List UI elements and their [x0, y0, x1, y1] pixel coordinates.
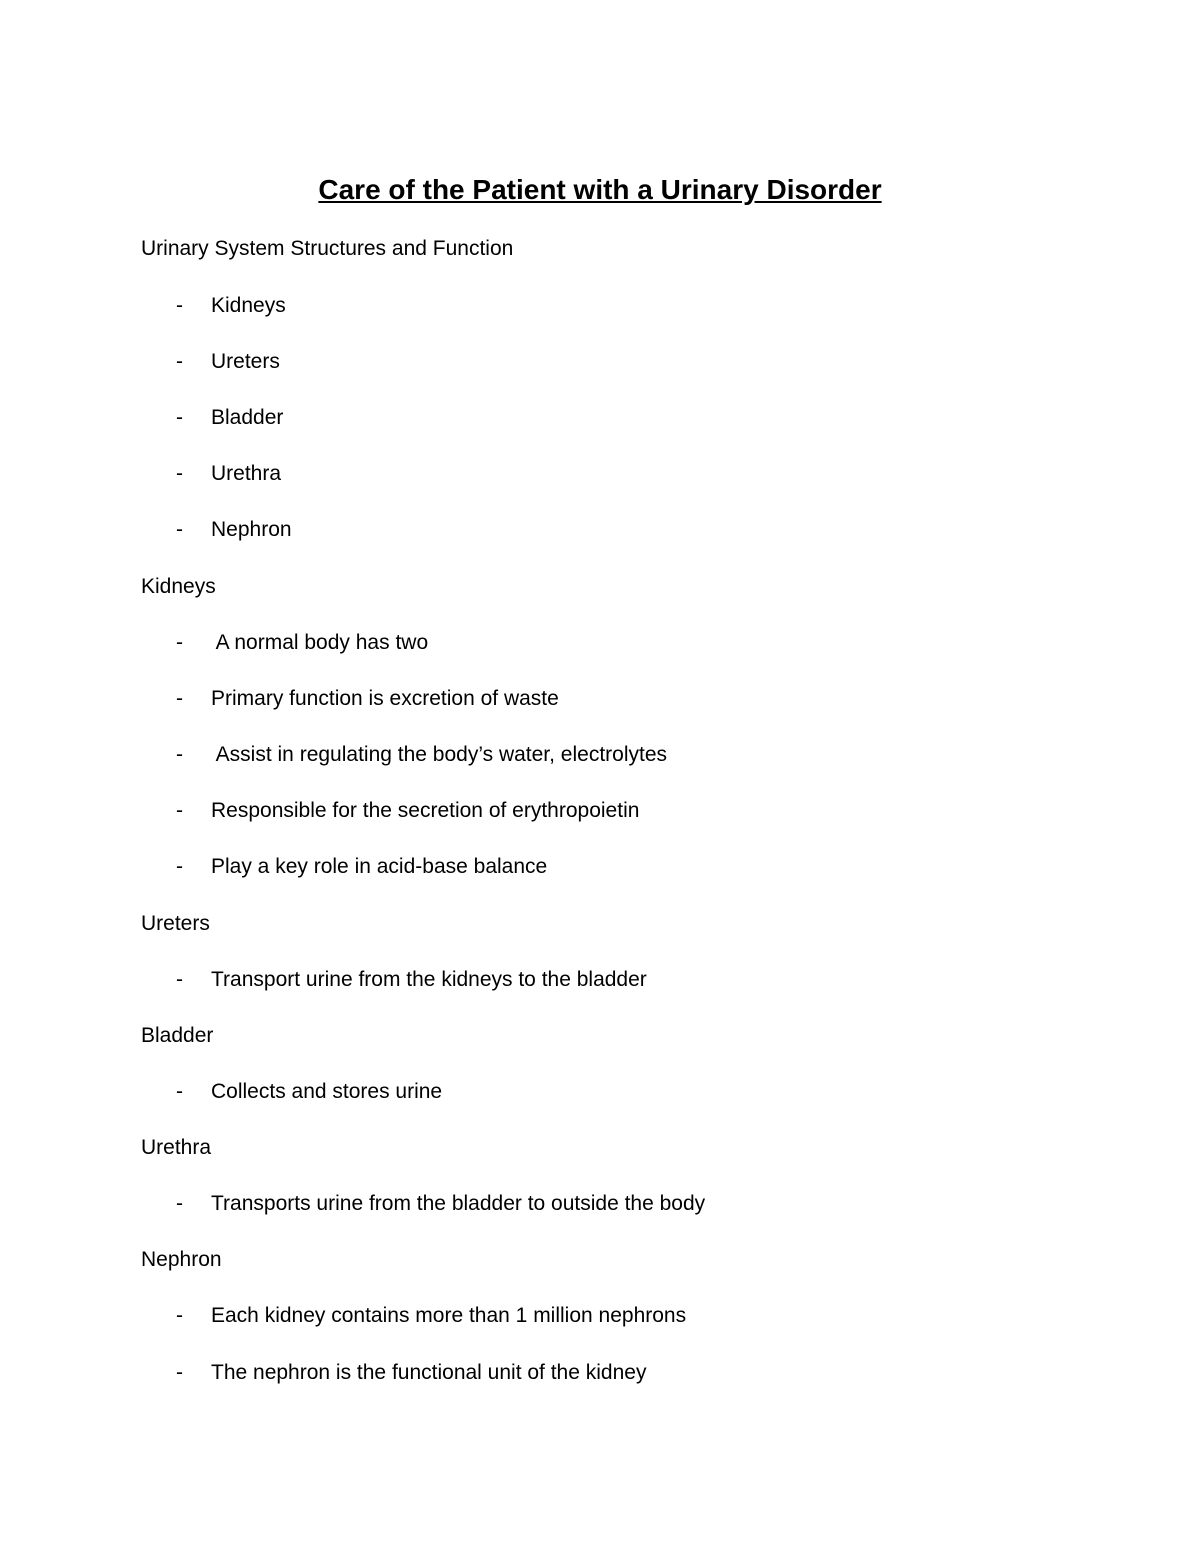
list-item: [176, 966, 647, 994]
list-item: [176, 292, 286, 320]
list-item: [176, 404, 283, 432]
list-item: [176, 1190, 705, 1218]
bullet-dash: -: [176, 294, 183, 317]
list-item: [176, 685, 559, 713]
section-heading: Urinary System Structures and Function: [141, 237, 514, 260]
list-item: [176, 629, 428, 657]
list-item-text: Ureters: [211, 350, 280, 373]
bullet-dash: -: [176, 350, 183, 373]
bullet-dash: -: [176, 743, 183, 766]
list-item: [176, 348, 280, 376]
list-item-text: Responsible for the secretion of erythropoietin: [211, 799, 640, 822]
list-item-text: Primary function is excretion of waste: [211, 687, 559, 710]
list-item-text: Collects and stores urine: [211, 1080, 443, 1103]
bullet-dash: -: [176, 406, 183, 429]
list-item-text: A normal body has two: [211, 631, 429, 654]
list-item: [176, 797, 639, 825]
list-item-text: Play a key role in acid-base balance: [211, 855, 548, 878]
list-item-text: Assist in regulating the body’s water, electrolytes: [211, 743, 668, 766]
bullet-dash: -: [176, 631, 183, 654]
bullet-dash: -: [176, 1361, 183, 1384]
bullet-dash: -: [176, 799, 183, 822]
list-item: [176, 1302, 686, 1330]
list-item-text: Transport urine from the kidneys to the bladder: [211, 968, 647, 991]
section-heading: Kidneys: [141, 575, 216, 598]
list-item: [176, 1078, 442, 1106]
bullet-dash: -: [176, 1304, 183, 1327]
section-heading: Urethra: [141, 1136, 212, 1159]
bullet-dash: -: [176, 855, 183, 878]
bullet-dash: -: [176, 968, 183, 991]
list-item-text: Bladder: [211, 406, 284, 429]
list-item: [176, 1359, 646, 1387]
list-item: [176, 516, 292, 544]
list-item-text: Urethra: [211, 462, 282, 485]
list-item-text: Transports urine from the bladder to outside the body: [211, 1192, 706, 1215]
list-item-text: Nephron: [211, 518, 292, 541]
bullet-dash: -: [176, 518, 183, 541]
list-item: [176, 741, 667, 769]
section-heading: Nephron: [141, 1248, 222, 1271]
document-title: Care of the Patient with a Urinary Disorder: [318, 174, 882, 205]
list-item-text: The nephron is the functional unit of the kidney: [211, 1361, 647, 1384]
bullet-dash: -: [176, 687, 183, 710]
list-item-text: Kidneys: [211, 294, 286, 317]
bullet-dash: -: [176, 462, 183, 485]
section-heading: Bladder: [141, 1024, 214, 1047]
section-heading: Ureters: [141, 912, 210, 935]
list-item: [176, 853, 547, 881]
list-item-text: Each kidney contains more than 1 million nephrons: [211, 1304, 687, 1327]
list-item: [176, 460, 281, 488]
bullet-dash: -: [176, 1192, 183, 1215]
bullet-dash: -: [176, 1080, 183, 1103]
